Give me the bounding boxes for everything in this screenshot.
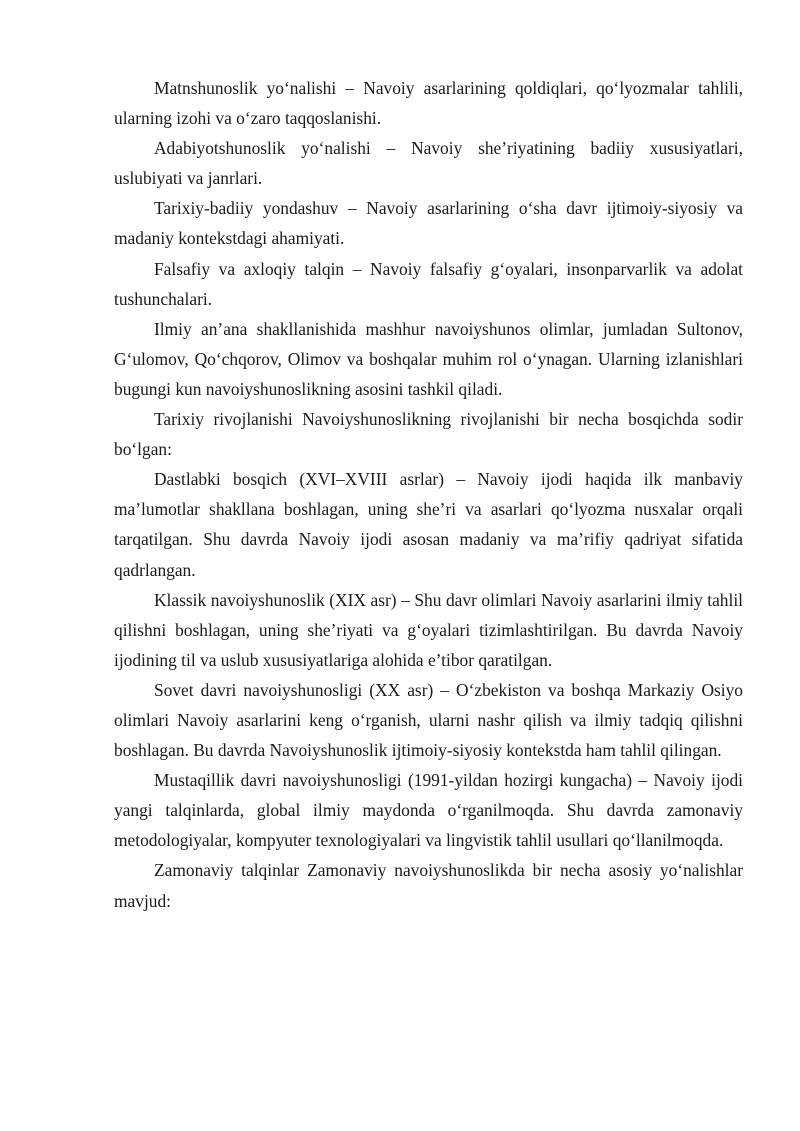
document-page xyxy=(114,73,743,916)
paragraph-zamonaviy-talqinlar: Zamonaviy talqinlar Zamonaviy navoiyshunoslikda bir necha asosiy yo‘nalishlar mavjud: xyxy=(114,860,743,911)
paragraph-falsafiy: Falsafiy va axloqiy talqin – Navoiy falsafiy g‘oyalari, insonparvarlik va adolat tushunchalari. xyxy=(114,258,743,309)
paragraph-klassik: Klassik navoiyshunoslik (XIX asr) – Shu davr olimlari Navoiy asarlarini ilmiy tahlil qilishni boshlagan, uning she’riyati va g‘oyalari tizimlashtirilgan. Bu davrda Navoiy ijodining til va uslub xususiyatlariga alohida e’tibor qaratilgan. xyxy=(114,589,743,670)
paragraph-tarixiy-rivojlanishi: Tarixiy rivojlanishi Navoiyshunoslikning rivojlanishi bir necha bosqichda sodir bo‘lgan: xyxy=(114,409,743,460)
paragraph-ilmiy-anana: Ilmiy an’ana shakllanishida mashhur navoiyshunos olimlar, jumladan Sultonov, G‘ulomov, Qo‘chqorov, Olimov va boshqalar muhim rol o‘ynagan. Ularning izlanishlari bugungi kun navoiyshunoslikning asosini tashkil qiladi. xyxy=(114,318,743,399)
paragraph-tarixiy-badiiy: Tarixiy-badiiy yondashuv – Navoiy asarlarining o‘sha davr ijtimoiy-siyosiy va madaniy kontekstdagi ahamiyati. xyxy=(114,198,743,249)
paragraph-matnshunoslik: Matnshunoslik yo‘nalishi – Navoiy asarlarining qoldiqlari, qo‘lyozmalar tahlili, ularning izohi va o‘zaro taqqoslanishi. xyxy=(114,78,743,129)
paragraph-adabiyotshunoslik: Adabiyotshunoslik yo‘nalishi – Navoiy she’riyatining badiiy xususiyatlari, uslubiyati va janrlari. xyxy=(114,138,743,189)
paragraph-sovet-davri: Sovet davri navoiyshunosligi (XX asr) – O‘zbekiston va boshqa Markaziy Osiyo olimlari Navoiy asarlarini keng o‘rganish, ularni nashr qilish va ilmiy tadqiq qilishni boshlagan. Bu davrda Navoiyshunoslik ijtimoiy-siyosiy kontekstda ham tahlil qilingan. xyxy=(114,679,743,761)
paragraph-mustaqillik-davri: Mustaqillik davri navoiyshunosligi (1991-yildan hozirgi kungacha) – Navoiy ijodi yangi talqinlarda, global ilmiy maydonda o‘rganilmoqda. Shu davrda zamonaviy metodologiyalar, kompyuter texnologiyalari va lingvistik tahlil usullari qo‘llanilmoqda. xyxy=(114,770,743,851)
paragraph-dastlabki-bosqich: Dastlabki bosqich (XVI–XVIII asrlar) – Navoiy ijodi haqida ilk manbaviy ma’lumotlar shakllana boshlagan, uning she’ri va asarlari qo‘lyozma nusxalar orqali tarqatilgan. Shu davrda Navoiy ijodi asosan madaniy va ma’rifiy qadriyat sifatida qadrlangan. xyxy=(114,469,743,580)
